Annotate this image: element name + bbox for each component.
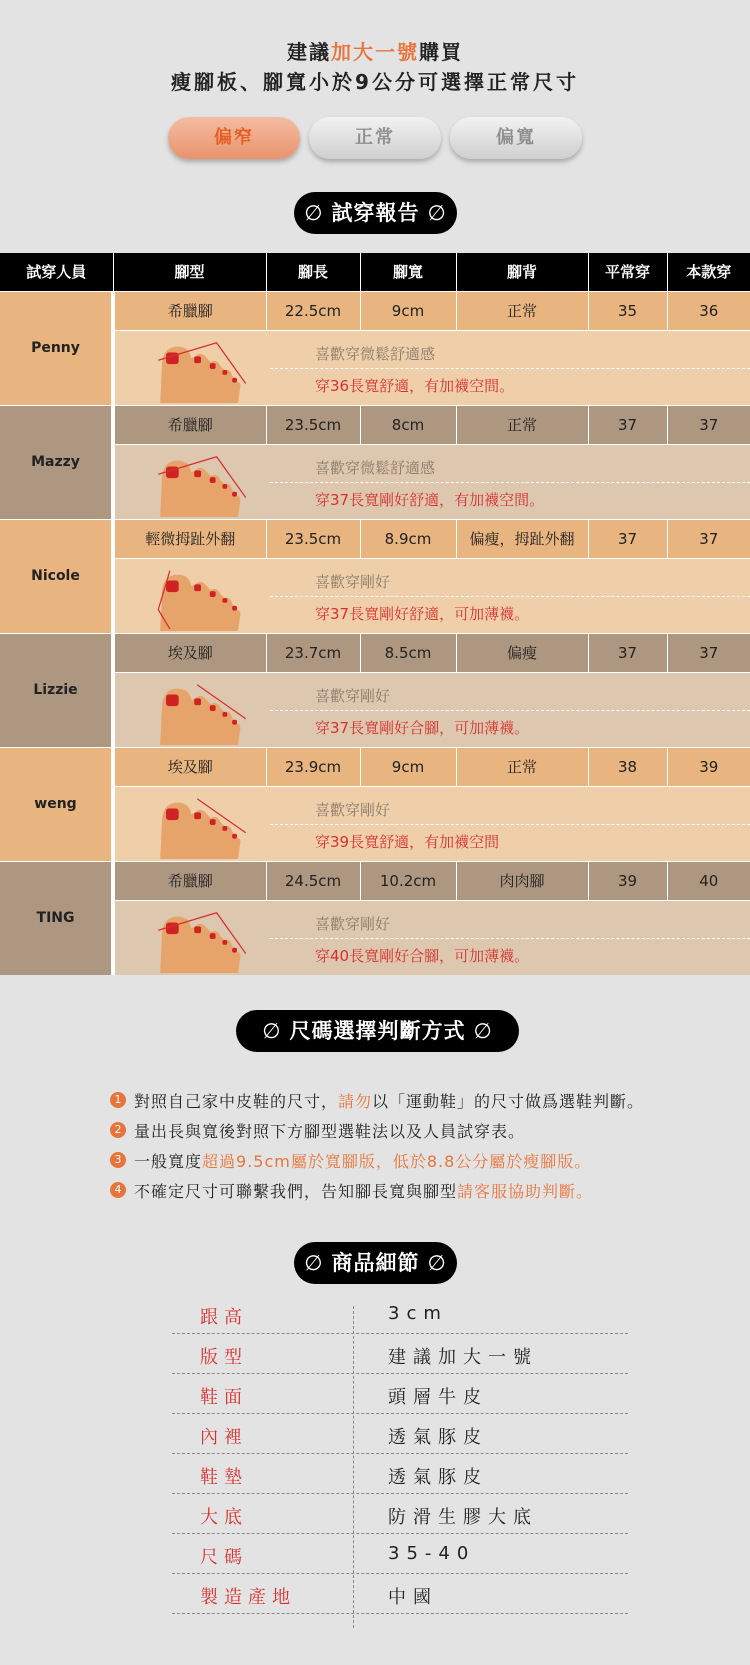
- cell-usual-size: 38: [588, 747, 667, 786]
- empty-set-icon: ∅: [427, 1251, 447, 1275]
- fitting-report-table: [0, 253, 750, 975]
- detail-key: 鞋墊: [200, 1467, 248, 1488]
- cell-usual-size: 37: [588, 519, 667, 558]
- step-number-3-icon: 3: [110, 1152, 126, 1168]
- foot-shape-icon: [147, 561, 257, 631]
- detail-key: 製造產地: [200, 1587, 296, 1608]
- preference-text: 喜歡穿剛好: [315, 572, 391, 591]
- guide-step: [110, 1085, 730, 1115]
- step-highlight: 請勿: [338, 1091, 373, 1111]
- detail-row: [172, 1454, 628, 1494]
- foot-shape-icon: [147, 675, 257, 745]
- dashed-divider: [270, 368, 750, 369]
- detail-key: 鞋面: [200, 1387, 248, 1408]
- dashed-divider: [270, 596, 750, 597]
- report-badge: [294, 192, 457, 234]
- header-usual-size: 平常穿: [588, 253, 667, 291]
- comment-row: [0, 444, 750, 519]
- step-text: 量出長與寬後對照下方腳型選鞋法以及人員試穿表。: [134, 1121, 526, 1141]
- cell-instep: 偏瘦，拇趾外翻: [456, 519, 588, 558]
- cell-instep: 正常: [456, 291, 588, 330]
- table-row: [0, 747, 750, 786]
- tester-name: Nicole: [0, 519, 113, 633]
- empty-set-icon: ∅: [262, 1019, 282, 1043]
- comment-row: [0, 900, 750, 975]
- step-highlight: 請客服協助判斷。: [457, 1181, 594, 1201]
- comment-row: [0, 786, 750, 861]
- empty-set-icon: ∅: [427, 201, 447, 225]
- headline-line2: 瘦腳板、腳寬小於9公分可選擇正常尺寸: [171, 70, 579, 94]
- cell-this-size: 37: [667, 405, 750, 444]
- fit-result-text: 穿40長寬剛好合腳，可加薄襪。: [315, 946, 530, 965]
- guide-step: [110, 1115, 730, 1145]
- preference-text: 喜歡穿剛好: [315, 686, 391, 705]
- comment-cell: [113, 330, 750, 405]
- cell-foot-type: 埃及腳: [113, 633, 266, 672]
- dashed-divider: [270, 710, 750, 711]
- foot-shape-icon: [147, 903, 257, 973]
- detail-row: [172, 1334, 628, 1374]
- preference-text: 喜歡穿微鬆舒適感: [315, 458, 436, 477]
- header-instep: 腳背: [456, 253, 588, 291]
- fit-option-normal[interactable]: 正常: [309, 117, 441, 159]
- empty-set-icon: ∅: [304, 201, 324, 225]
- detail-key: 尺碼: [200, 1547, 248, 1568]
- detail-row: [172, 1534, 628, 1574]
- fit-result-text: 穿37長寬剛好舒適，有加襪空間。: [315, 490, 545, 509]
- cell-instep: 偏瘦: [456, 633, 588, 672]
- detail-row: [172, 1374, 628, 1414]
- fit-result-text: 穿37長寬剛好舒適，可加薄襪。: [315, 604, 530, 623]
- headline-line1: [0, 36, 750, 65]
- header-foot-type: 腳型: [113, 253, 266, 291]
- foot-shape-icon: [147, 333, 257, 403]
- detail-value: 3cm: [388, 1303, 448, 1324]
- header-this-size: 本款穿: [667, 253, 750, 291]
- fit-result-text: 穿39長寬舒適，有加襪空間: [315, 832, 500, 851]
- headline-text: 建議: [287, 40, 331, 64]
- cell-usual-size: 37: [588, 633, 667, 672]
- step-text: 對照自己家中皮鞋的尺寸，: [134, 1091, 339, 1111]
- fit-option-wide[interactable]: 偏寬: [450, 117, 582, 159]
- table-row: [0, 861, 750, 900]
- header-width: 腳寬: [360, 253, 456, 291]
- preference-text: 喜歡穿微鬆舒適感: [315, 344, 436, 363]
- detail-value: 35-40: [388, 1543, 476, 1564]
- detail-key: 內裡: [200, 1427, 248, 1448]
- detail-value: 透氣豚皮: [388, 1427, 488, 1448]
- tester-name: Lizzie: [0, 633, 113, 747]
- detail-key: 版型: [200, 1347, 248, 1368]
- fit-result-text: 穿36長寬舒適，有加襪空間。: [315, 376, 515, 395]
- cell-length: 23.9cm: [266, 747, 360, 786]
- cell-width: 10.2cm: [360, 861, 456, 900]
- cell-instep: 正常: [456, 747, 588, 786]
- cell-foot-type: 希臘腳: [113, 405, 266, 444]
- table-header-row: [0, 253, 750, 291]
- preference-text: 喜歡穿剛好: [315, 914, 391, 933]
- headline-highlight: 加大一號: [331, 40, 419, 64]
- cell-length: 23.5cm: [266, 405, 360, 444]
- size-guide-badge: [236, 1010, 519, 1052]
- cell-width: 9cm: [360, 291, 456, 330]
- cell-foot-type: 希臘腳: [113, 861, 266, 900]
- cell-width: 8.9cm: [360, 519, 456, 558]
- detail-row: [172, 1574, 628, 1614]
- cell-this-size: 37: [667, 519, 750, 558]
- cell-this-size: 36: [667, 291, 750, 330]
- cell-length: 24.5cm: [266, 861, 360, 900]
- fit-option-narrow[interactable]: 偏窄: [168, 117, 300, 159]
- step-text: 一般寬度: [134, 1151, 203, 1171]
- header-tester: 試穿人員: [0, 253, 113, 291]
- table-row: [0, 291, 750, 330]
- detail-value: 建議加大一號: [388, 1347, 538, 1368]
- step-text: 以「運動鞋」的尺寸做爲選鞋判斷。: [372, 1091, 645, 1111]
- cell-usual-size: 37: [588, 405, 667, 444]
- comment-cell: [113, 558, 750, 633]
- tester-name: Penny: [0, 291, 113, 405]
- cell-foot-type: 埃及腳: [113, 747, 266, 786]
- cell-this-size: 37: [667, 633, 750, 672]
- empty-set-icon: ∅: [304, 1251, 324, 1275]
- product-details-list: [172, 1294, 628, 1614]
- detail-row: [172, 1494, 628, 1534]
- headline-text: 購買: [419, 40, 463, 64]
- step-text: 不確定尺寸可聯繫我們，告知腳長寬與腳型: [134, 1181, 458, 1201]
- size-guide-steps: [110, 1085, 730, 1205]
- cell-length: 22.5cm: [266, 291, 360, 330]
- cell-instep: 肉肉腳: [456, 861, 588, 900]
- details-badge: [294, 1242, 457, 1284]
- detail-value: 頭層牛皮: [388, 1387, 488, 1408]
- cell-length: 23.5cm: [266, 519, 360, 558]
- table-row: [0, 633, 750, 672]
- size-guide-badge-label: 尺碼選擇判斷方式: [289, 1019, 466, 1043]
- foot-shape-icon: [147, 447, 257, 517]
- preference-text: 喜歡穿剛好: [315, 800, 391, 819]
- cell-this-size: 39: [667, 747, 750, 786]
- cell-width: 8.5cm: [360, 633, 456, 672]
- comment-row: [0, 330, 750, 405]
- detail-value: 防滑生膠大底: [388, 1507, 538, 1528]
- dashed-divider: [270, 824, 750, 825]
- empty-set-icon: ∅: [473, 1019, 493, 1043]
- tester-name: weng: [0, 747, 113, 861]
- detail-row: [172, 1414, 628, 1454]
- foot-shape-icon: [147, 789, 257, 859]
- cell-usual-size: 35: [588, 291, 667, 330]
- table-row: [0, 405, 750, 444]
- fit-result-text: 穿37長寬剛好合腳，可加薄襪。: [315, 718, 530, 737]
- detail-key: 跟高: [200, 1307, 248, 1328]
- detail-value: 中國: [388, 1587, 438, 1608]
- tester-name: Mazzy: [0, 405, 113, 519]
- cell-instep: 正常: [456, 405, 588, 444]
- table-row: [0, 519, 750, 558]
- cell-foot-type: 希臘腳: [113, 291, 266, 330]
- comment-cell: [113, 900, 750, 975]
- details-badge-label: 商品細節: [331, 1251, 420, 1275]
- step-highlight: 超過9.5cm屬於寬腳版，低於8.8公分屬於瘦腳版。: [202, 1151, 592, 1171]
- cell-width: 9cm: [360, 747, 456, 786]
- header-length: 腳長: [266, 253, 360, 291]
- step-number-2-icon: 2: [110, 1122, 126, 1138]
- report-badge-label: 試穿報告: [331, 201, 420, 225]
- guide-step: [110, 1175, 730, 1205]
- detail-row: [172, 1294, 628, 1334]
- cell-width: 8cm: [360, 405, 456, 444]
- guide-step: [110, 1145, 730, 1175]
- dashed-divider: [270, 938, 750, 939]
- tester-name: TING: [0, 861, 113, 975]
- cell-foot-type: 輕微拇趾外翻: [113, 519, 266, 558]
- comment-cell: [113, 672, 750, 747]
- detail-key: 大底: [200, 1507, 248, 1528]
- detail-value: 透氣豚皮: [388, 1467, 488, 1488]
- cell-usual-size: 39: [588, 861, 667, 900]
- comment-row: [0, 672, 750, 747]
- comment-cell: [113, 786, 750, 861]
- cell-this-size: 40: [667, 861, 750, 900]
- step-number-4-icon: 4: [110, 1182, 126, 1198]
- cell-length: 23.7cm: [266, 633, 360, 672]
- dashed-divider: [270, 482, 750, 483]
- comment-cell: [113, 444, 750, 519]
- comment-row: [0, 558, 750, 633]
- step-number-1-icon: 1: [110, 1092, 126, 1108]
